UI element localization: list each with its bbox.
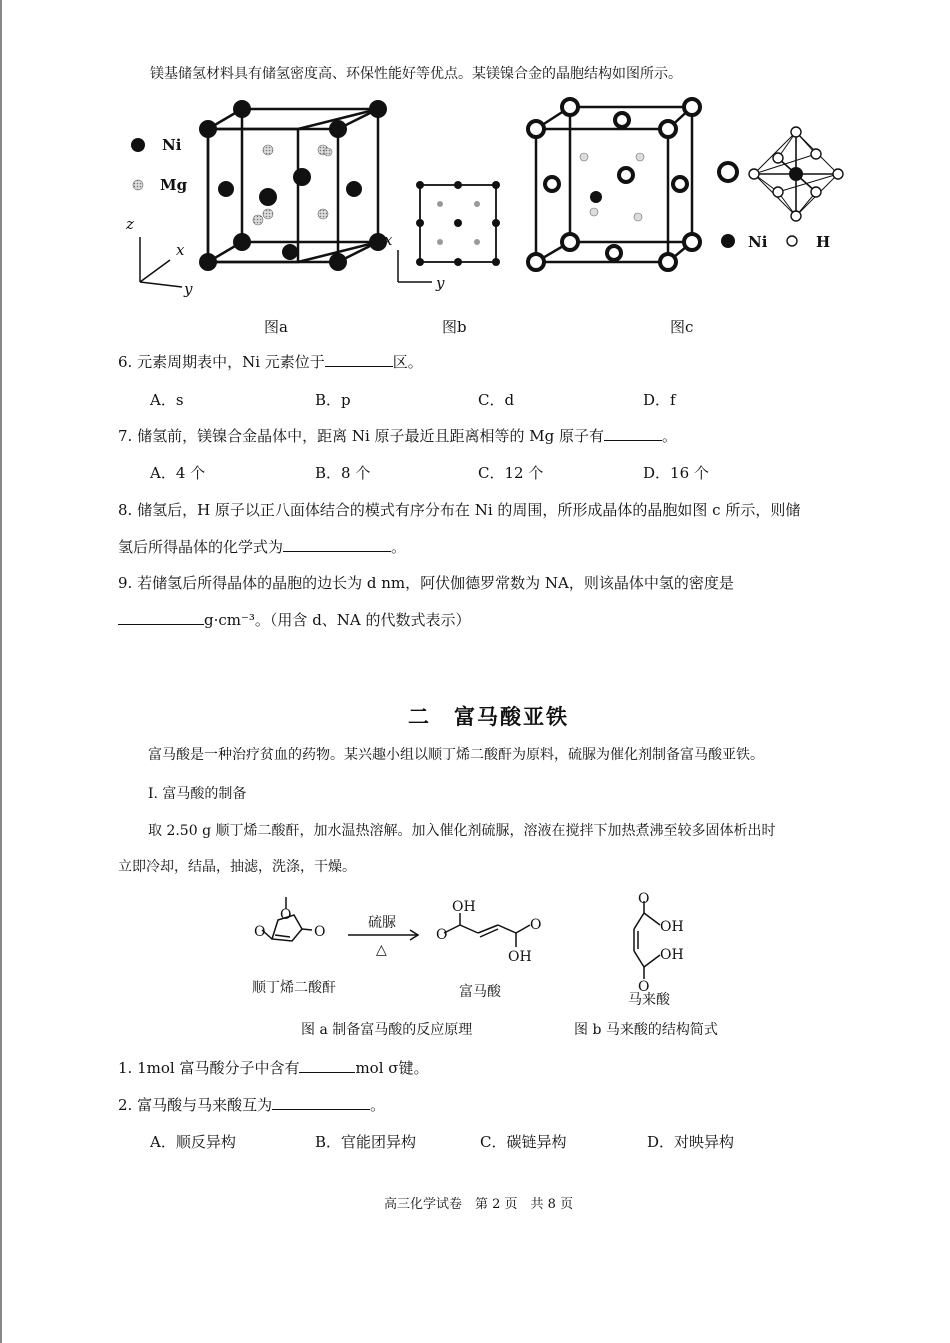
figure-c-diagram	[520, 92, 850, 282]
q8-blank[interactable]	[283, 537, 391, 552]
q6-stem-after: 区。	[392, 353, 423, 371]
q6-option-a[interactable]: A．s	[150, 391, 184, 409]
q8-line2-after: 。	[391, 538, 407, 556]
q1-blank[interactable]	[299, 1058, 355, 1073]
section2-intro: 富马酸是一种治疗贫血的药物。某兴趣小组以顺丁烯二酸酐为原料，硫脲为催化剂制备富马酸亚铁。	[148, 747, 764, 763]
figure-c-caption: 图c	[670, 318, 694, 336]
reactant-name: 顺丁烯二酸酐	[252, 980, 336, 996]
figure-a-caption: 图a	[264, 318, 288, 336]
q7-stem-before: 7. 储氢前，镁镍合金晶体中，距离 Ni 原子最近且距离相等的 Mg 原子有	[118, 427, 605, 445]
anhydride-o-ring: O	[280, 907, 292, 923]
scan-edge	[0, 0, 2, 1343]
caption-b: 图 b 马来酸的结构简式	[574, 1022, 718, 1038]
q6-option-c[interactable]: C．d	[478, 391, 515, 409]
axis-z-label: z	[126, 215, 134, 233]
q6-option-d[interactable]: D．f	[643, 391, 676, 409]
legend-mg-label: Mg	[160, 176, 188, 194]
intro-text: 镁基储氢材料具有储氢密度高、环保性能好等优点。某镁镍合金的晶胞结构如图所示。	[150, 66, 682, 82]
q7-stem-after: 。	[662, 427, 678, 445]
q6-blank[interactable]	[325, 352, 393, 367]
maleic-name: 马来酸	[628, 992, 670, 1008]
section-title: 二 富马酸亚铁	[408, 704, 569, 729]
q9-line2-after: g·cm⁻³。（用含 d、NA 的代数式表示）	[204, 611, 471, 629]
q7-option-c[interactable]: C．12 个	[478, 464, 544, 482]
q6-option-b[interactable]: B．p	[315, 391, 351, 409]
maleic-oh-top: OH	[660, 919, 684, 935]
q9-line1: 9. 若储氢后所得晶体的晶胞的边长为 d nm，阿伏伽德罗常数为 NA，则该晶体中氢的密度是	[118, 574, 734, 592]
product-name: 富马酸	[459, 984, 501, 1000]
fumaric-o-left: O	[436, 927, 448, 943]
q8-line2	[118, 537, 406, 557]
fumaric-oh-top: OH	[452, 899, 476, 915]
figure-c	[520, 92, 850, 282]
q2-stem-before: 2. 富马酸与马来酸互为	[118, 1096, 273, 1114]
fig-b-axis-x: x	[384, 231, 393, 249]
q2-stem	[118, 1095, 385, 1115]
caption-a: 图 a 制备富马酸的反应原理	[301, 1022, 473, 1038]
q9-line2	[118, 610, 471, 630]
reagent-above: 硫脲	[368, 915, 396, 931]
figure-b	[380, 170, 510, 300]
q2-option-c[interactable]: C．碳链异构	[480, 1133, 567, 1151]
q7-option-d[interactable]: D．16 个	[643, 464, 709, 482]
fumaric-o-right: O	[530, 917, 542, 933]
anhydride-o-right: O	[314, 924, 326, 940]
q2-blank[interactable]	[272, 1095, 370, 1110]
fig-b-axis-y: y	[436, 274, 445, 292]
procedure-line2: 立即冷却，结晶，抽滤，洗涤，干燥。	[118, 859, 356, 875]
maleic-oh-bottom: OH	[660, 947, 684, 963]
section2-part1: I. 富马酸的制备	[148, 786, 247, 802]
q8-line2-before: 氢后所得晶体的化学式为	[118, 538, 284, 556]
q1-stem	[118, 1058, 429, 1078]
maleic-o-bottom: O	[638, 979, 650, 995]
q9-blank[interactable]	[118, 610, 204, 625]
q2-option-a[interactable]: A．顺反异构	[150, 1133, 236, 1151]
q2-option-b[interactable]: B．官能团异构	[315, 1133, 417, 1151]
q7-blank[interactable]	[604, 426, 662, 441]
anhydride-o-left: O	[254, 924, 266, 940]
figure-a	[118, 92, 398, 302]
maleic-o-top: O	[638, 891, 650, 907]
q7-option-b[interactable]: B．8 个	[315, 464, 371, 482]
q2-stem-after: 。	[370, 1096, 386, 1114]
legend-ni-label: Ni	[162, 136, 182, 154]
q2-option-d[interactable]: D．对映异构	[647, 1133, 735, 1151]
axis-x-label: x	[176, 241, 185, 259]
figure-a-diagram	[118, 92, 398, 302]
q1-stem-after: mol σ键。	[355, 1059, 429, 1077]
q1-stem-before: 1. 1mol 富马酸分子中含有	[118, 1059, 300, 1077]
axis-y-label: y	[184, 280, 193, 298]
fig-c-legend-h: H	[816, 233, 831, 251]
fumaric-oh-bottom: OH	[508, 949, 532, 965]
q7-option-a[interactable]: A．4 个	[150, 464, 206, 482]
q8-line1: 8. 储氢后，H 原子以正八面体结合的模式有序分布在 Ni 的周围，所形成晶体的晶胞如图 c 所示，则储	[118, 501, 801, 519]
figure-b-caption: 图b	[442, 318, 467, 336]
q7-stem	[118, 426, 677, 446]
reagent-below: △	[376, 942, 387, 958]
fig-c-legend-ni: Ni	[748, 233, 768, 251]
figure-b-diagram	[380, 170, 510, 300]
q6-stem	[118, 352, 423, 372]
procedure-line1: 取 2.50 g 顺丁烯二酸酐，加水温热溶解。加入催化剂硫脲，溶液在搅拌下加热煮沸至较多固体析出时	[148, 823, 776, 839]
q6-stem-before: 6. 元素周期表中，Ni 元素位于	[118, 353, 325, 371]
page-footer: 高三化学试卷 第 2 页 共 8 页	[384, 1197, 574, 1212]
